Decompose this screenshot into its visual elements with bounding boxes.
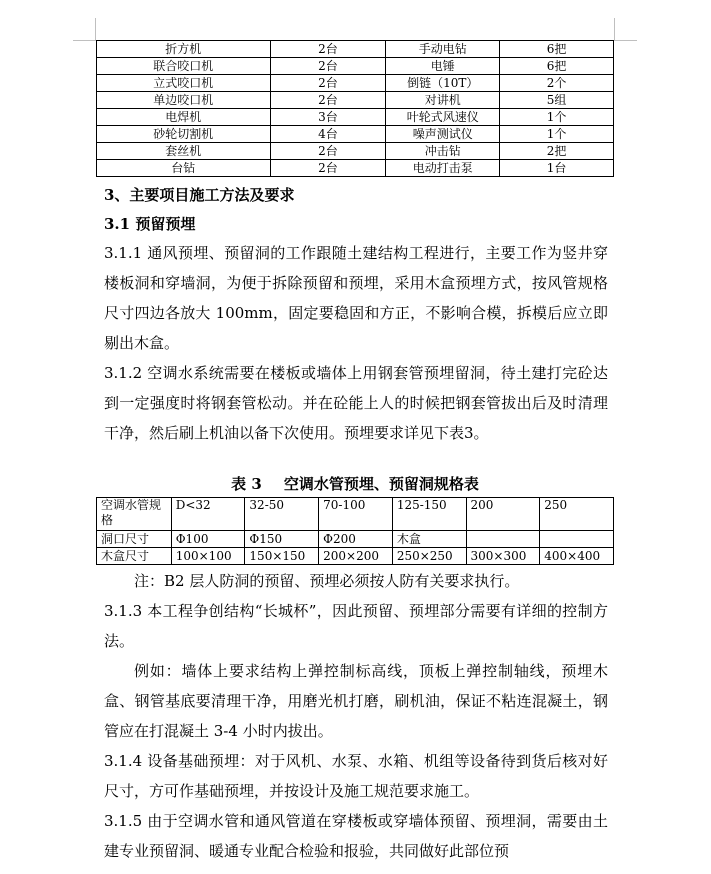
spec-hole-row — [97, 531, 614, 548]
spec-cell: 400×400 — [540, 548, 614, 565]
equipment-cell: 单边咬口机 — [97, 92, 271, 109]
equipment-cell: 对讲机 — [386, 92, 500, 109]
spec-header-cell: 200 — [466, 498, 540, 531]
equipment-cell: 手动电钻 — [386, 41, 500, 58]
equipment-row — [97, 75, 614, 92]
spec-box-row — [97, 548, 614, 565]
paragraph-3-1-4: 3.1.4 设备基础预埋：对于风机、水泵、水箱、机组等设备待到货后核对好尺寸，方可作基础预埋，并按设计及施工规范要求施工。 — [104, 752, 608, 800]
equipment-cell: 电锤 — [386, 58, 500, 75]
spec-cell: 150×150 — [245, 548, 319, 565]
paragraph-3-1-1: 3.1.1 通风预埋、预留洞的工作跟随土建结构工程进行，主要工作为竖井穿楼板洞和穿墙洞，为便于拆除预留和预埋，采用木盒预埋方式，按风管规格尺寸四边各放大 100mm，固定要稳固和方正，不影响合模，拆模后应立即剔出木盒。 — [104, 244, 608, 352]
equipment-cell: 冲击钻 — [386, 143, 500, 160]
spec-header-cell: 32-50 — [245, 498, 319, 531]
spec-cell: Φ200 — [319, 531, 393, 548]
equipment-row — [97, 41, 614, 58]
equipment-row — [97, 109, 614, 126]
equipment-cell: 2台 — [270, 143, 386, 160]
equipment-cell: 2台 — [270, 41, 386, 58]
spec-cell: 250×250 — [392, 548, 466, 565]
equipment-cell: 2个 — [500, 75, 614, 92]
table-3-title: 空调水管预埋、预留洞规格表 — [283, 475, 479, 493]
equipment-cell: 6把 — [500, 41, 614, 58]
spec-cell: 洞口尺寸 — [97, 531, 172, 548]
equipment-cell: 电焊机 — [97, 109, 271, 126]
equipment-cell: 噪声测试仪 — [386, 126, 500, 143]
equipment-row — [97, 126, 614, 143]
spec-cell: Φ150 — [245, 531, 319, 548]
equipment-cell: 4台 — [270, 126, 386, 143]
equipment-row — [97, 160, 614, 177]
equipment-row — [97, 92, 614, 109]
equipment-cell: 3台 — [270, 109, 386, 126]
equipment-cell: 5组 — [500, 92, 614, 109]
equipment-cell: 2把 — [500, 143, 614, 160]
spec-header-cell: D<32 — [171, 498, 245, 531]
equipment-cell: 电动打击泵 — [386, 160, 500, 177]
spec-cell: 300×300 — [466, 548, 540, 565]
equipment-cell: 台钻 — [97, 160, 271, 177]
equipment-cell: 套丝机 — [97, 143, 271, 160]
equipment-cell: 2台 — [270, 58, 386, 75]
spec-header-cell: 70-100 — [319, 498, 393, 531]
spec-cell: 木盒尺寸 — [97, 548, 172, 565]
equipment-cell: 1台 — [500, 160, 614, 177]
note-paragraph: 注：B2 层人防洞的预留、预埋必须按人防有关要求执行。 — [134, 572, 520, 590]
table-3-caption — [96, 473, 614, 494]
equipment-cell: 1个 — [500, 109, 614, 126]
equipment-cell: 6把 — [500, 58, 614, 75]
crop-mark-top-right — [614, 18, 637, 41]
equipment-row — [97, 58, 614, 75]
example-paragraph: 例如：墙体上要求结构上弹控制标高线，顶板上弹控制轴线，预埋木盒、钢管基底要清理干净，用磨光机打磨，刷机油，保证不粘连混凝土，钢管应在打混凝土 3-4 小时内拔出。 — [104, 662, 608, 740]
spec-header-cell: 125-150 — [392, 498, 466, 531]
spec-cell: Φ100 — [171, 531, 245, 548]
equipment-cell: 折方机 — [97, 41, 271, 58]
equipment-row — [97, 143, 614, 160]
equipment-cell: 2台 — [270, 75, 386, 92]
equipment-cell: 砂轮切割机 — [97, 126, 271, 143]
equipment-cell: 联合咬口机 — [97, 58, 271, 75]
table-3-number: 表 3 — [231, 475, 262, 493]
section-3-heading: 3、主要项目施工方法及要求 — [104, 186, 295, 204]
spec-table — [96, 497, 614, 565]
paragraph-3-1-2: 3.1.2 空调水系统需要在楼板或墙体上用钢套管预埋留洞，待土建打完砼达到一定强度时将钢套管松动。并在砼能上人的时候把钢套管拔出后及时清理干净，然后刷上机油以备下次使用。预埋要求详见下表3。 — [104, 364, 608, 442]
spec-header-cell: 250 — [540, 498, 614, 531]
equipment-cell: 立式咬口机 — [97, 75, 271, 92]
spec-cell — [466, 531, 540, 548]
equipment-cell: 倒链（10T） — [386, 75, 500, 92]
section-3-1-heading: 3.1 预留预埋 — [104, 215, 196, 233]
spec-cell: 100×100 — [171, 548, 245, 565]
paragraph-3-1-3: 3.1.3 本工程争创结构“长城杯”，因此预留、预埋部分需要有详细的控制方法。 — [104, 602, 608, 650]
equipment-table — [96, 40, 614, 177]
equipment-cell: 2台 — [270, 160, 386, 177]
spec-header-row — [97, 498, 614, 531]
equipment-cell: 2台 — [270, 92, 386, 109]
spec-cell: 木盒 — [392, 531, 466, 548]
equipment-cell: 1个 — [500, 126, 614, 143]
crop-mark-top-left — [73, 18, 96, 41]
equipment-cell: 叶轮式风速仪 — [386, 109, 500, 126]
spec-cell: 200×200 — [319, 548, 393, 565]
paragraph-3-1-5: 3.1.5 由于空调水管和通风管道在穿楼板或穿墙体预留、预埋洞，需要由土建专业预留洞、暖通专业配合检验和报验，共同做好此部位预 — [104, 812, 608, 860]
spec-cell — [540, 531, 614, 548]
spec-header-cell: 空调水管规格 — [97, 498, 172, 531]
